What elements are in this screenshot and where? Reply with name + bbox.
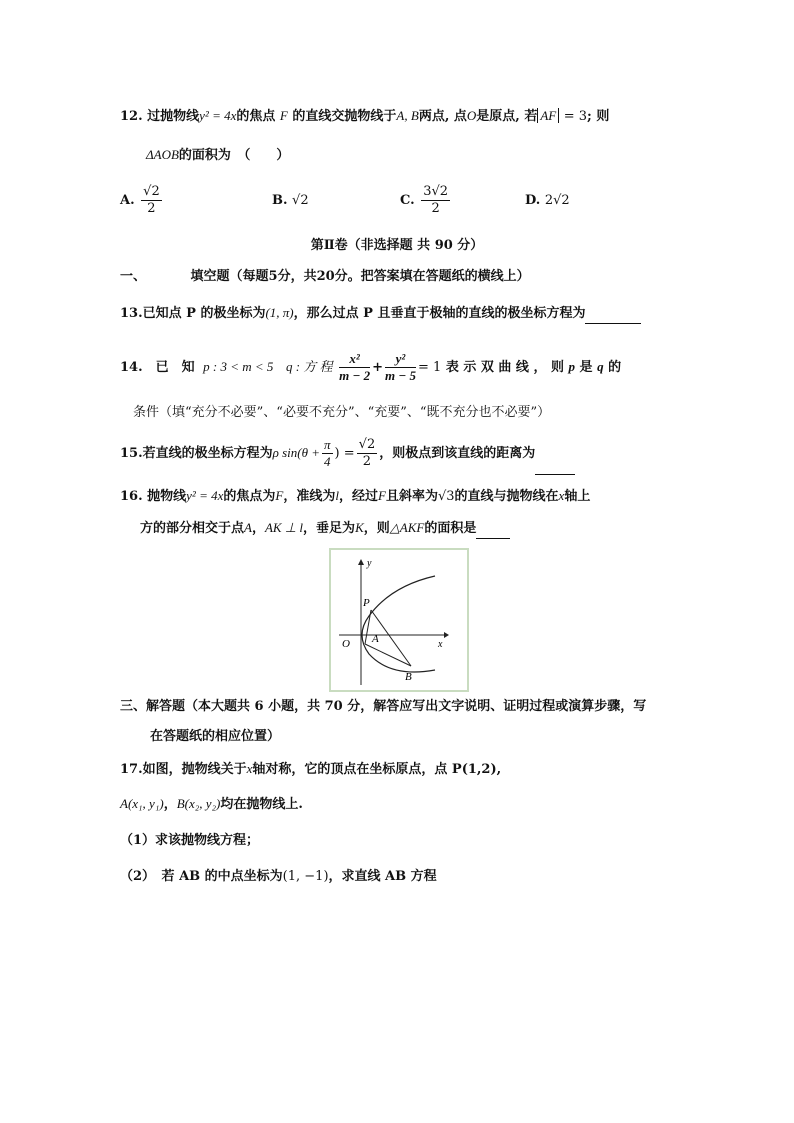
q17-line2 <box>120 795 303 814</box>
q16-parabola-eq: y² = 4x <box>186 488 224 503</box>
q12-option-a <box>120 181 164 221</box>
q16-text-e: 且斜率为 <box>385 489 438 504</box>
q12-parabola-eq: y² = 4x <box>199 108 237 123</box>
q16-text-b: 的焦点为 <box>223 489 276 504</box>
option-c-fraction <box>421 184 450 217</box>
q14-fraction-2 <box>385 351 416 384</box>
section-fill-text: 填空题（每题5分，共20分。把答案填在答题纸的横线上） <box>190 269 530 284</box>
section-fill-number: 一、 <box>120 269 147 284</box>
q16-answer-blank <box>476 520 510 539</box>
q15-close: ) = <box>334 446 355 461</box>
q16-text-a: 16. 抛物线 <box>120 489 187 504</box>
q16-text-c: ，准线为 <box>283 489 336 504</box>
label-x: x <box>438 639 443 650</box>
q15-rhs-den: 2 <box>362 454 372 469</box>
q12-text-a: 12. 过抛物线 <box>120 109 200 124</box>
q17-line1 <box>120 760 501 779</box>
q17-part1: （1）求该抛物线方程； <box>120 833 260 848</box>
q15-pi-over-4 <box>322 437 333 470</box>
y-axis-arrow <box>358 559 364 565</box>
q14-equals-one: = 1 <box>417 360 442 375</box>
q14-q-bold: q <box>597 359 604 374</box>
q12-AF-value: = 3 <box>563 109 588 124</box>
option-c-denominator: 2 <box>431 201 440 216</box>
q16-triangle: △AKF <box>389 520 425 535</box>
q13-polar-coord: (1, π) <box>265 305 294 320</box>
q14-p: p : 3 < m < 5 <box>203 359 274 374</box>
q13-text-b: ，那么过点 P 且垂直于极轴的直线的极坐标方程为 <box>293 306 586 321</box>
q14-p-bold: p <box>568 359 575 374</box>
q12-option-d <box>525 192 570 210</box>
q16-l: l <box>335 488 339 503</box>
q12-text-b: 的焦点 <box>236 109 276 124</box>
q15 <box>120 433 575 473</box>
q14-line1 <box>120 346 621 388</box>
q17-point-A: A(x₁, y₁) <box>120 796 164 811</box>
q14-frac1-num: x² <box>339 351 370 368</box>
q16-text-f: 的直线与抛物线在 <box>454 489 559 504</box>
q16-line1 <box>120 487 590 506</box>
q15-text-a: 15.若直线的极坐标方程为 <box>120 446 273 461</box>
q14-de: 的 <box>608 360 622 375</box>
parabola-diagram <box>331 550 467 690</box>
option-a-numerator: √2 <box>143 184 160 199</box>
q15-rho-sin: ρ sin(θ + <box>272 445 321 460</box>
q16-text-2c: ，垂足为 <box>303 521 356 536</box>
q12-triangle-AOB: ΔAOB <box>146 147 179 162</box>
q14-line2: 条件（填“充分不必要”、“必要不充分”、“充要”、“既不充分也不必要”） <box>133 405 551 420</box>
q16-x: x <box>558 488 565 503</box>
label-A: A <box>372 633 379 645</box>
segment-PA <box>365 610 371 644</box>
q12-points-AB: A, B <box>396 108 419 123</box>
q16-A: A <box>244 520 252 535</box>
q15-answer-blank <box>535 434 575 475</box>
q12-text-c: 的直线交抛物线于 <box>292 109 397 124</box>
label-B: B <box>405 671 412 683</box>
q13 <box>120 304 641 324</box>
section-solve-line2: 在答题纸的相应位置） <box>150 729 281 744</box>
q12-area-text: 的面积为 （ ） <box>178 148 290 163</box>
q12-abs-AF: AF <box>537 108 559 123</box>
option-c-label: C. <box>400 193 415 208</box>
q15-pi: π <box>324 437 331 452</box>
parabola-figure <box>329 548 469 692</box>
q14-plus: + <box>372 360 383 375</box>
q16-text-g: 轴上 <box>564 489 591 504</box>
section2-title: 第Ⅱ卷（非选择题 共 90 分） <box>310 238 484 253</box>
q15-text-b: ，则极点到该直线的距离为 <box>379 446 536 461</box>
q16-text-2d: ，则 <box>363 521 390 536</box>
q14-frac2-den: m − 5 <box>384 368 416 383</box>
q15-four: 4 <box>324 454 331 469</box>
q16-text-2b: ， <box>251 521 265 536</box>
q17-text-on-parabola: 均在抛物线上. <box>220 797 303 812</box>
q14-frac1-den: m − 2 <box>339 368 371 383</box>
label-O: O <box>342 638 350 650</box>
option-c-numerator: 3√2 <box>423 184 449 199</box>
q14-q-label: q : 方 程 <box>285 359 333 374</box>
option-a-fraction <box>141 184 162 217</box>
q13-answer-blank <box>585 305 641 324</box>
q16-AK-perp: AK ⊥ l <box>264 520 304 535</box>
q17-x: x <box>246 761 253 776</box>
q14-fraction-1 <box>339 351 370 384</box>
q14-text-a: 14. 已 知 <box>120 360 195 375</box>
q17-midpoint: (1, −1) <box>282 869 329 884</box>
q17-part2-text-a: （2） 若 AB 的中点坐标为 <box>120 869 283 884</box>
label-P: P <box>363 597 370 609</box>
option-d-value: 2√2 <box>544 193 570 208</box>
q16-line2 <box>140 519 510 539</box>
option-d-label: D. <box>525 193 541 208</box>
q12-text-f: ; 则 <box>587 109 610 124</box>
q12-line2 <box>146 146 289 165</box>
option-b-value: √2 <box>292 193 309 208</box>
q12-option-b <box>272 192 309 210</box>
q16-text-2a: 方的部分相交于点 <box>140 521 245 536</box>
q12-option-c <box>400 181 452 221</box>
q15-rhs-num: √2 <box>358 437 376 452</box>
x-axis-arrow <box>444 632 449 638</box>
label-y: y <box>367 558 372 569</box>
q12-text-e: 是原点, 若 <box>476 109 538 124</box>
parabola-curve <box>362 576 435 672</box>
q16-F: F <box>275 488 284 503</box>
q16-K: K <box>355 520 364 535</box>
q14-text-b: 表 示 双 曲 线 ， 则 <box>445 360 564 375</box>
q12-origin-O: O <box>466 108 477 123</box>
q14-shi: 是 <box>579 360 593 375</box>
q15-rhs-fraction <box>357 437 378 470</box>
q16-F2: F <box>378 488 386 503</box>
option-a-label: A. <box>120 193 135 208</box>
q17-text-b: 轴对称，它的顶点在坐标原点，点 P(1,2), <box>252 762 502 777</box>
q17-sep: ， <box>163 797 177 812</box>
q16-text-2e: 的面积是 <box>424 521 477 536</box>
q12-text-d: 两点, 点 <box>418 109 467 124</box>
q16-text-d: ，经过 <box>338 489 378 504</box>
q14-frac2-num: y² <box>385 351 416 368</box>
q17-text-a: 17.如图，抛物线关于 <box>120 762 247 777</box>
option-a-denominator: 2 <box>147 201 156 216</box>
q17-point-B: B(x₂, y₂) <box>176 796 221 811</box>
section-solve-line1: 三、解答题（本大题共 6 小题，共 70 分，解答应写出文字说明、证明过程或演算步骤，写 <box>120 699 647 714</box>
q17-part2 <box>120 868 437 886</box>
segment-AB <box>365 644 411 666</box>
q12-focus-F: F <box>279 108 288 123</box>
q16-sqrt3: √3 <box>437 489 455 504</box>
q17-part2-text-b: ，求直线 AB 方程 <box>328 869 437 884</box>
section-fill-in <box>120 268 530 286</box>
q12-line1 <box>120 107 609 126</box>
q13-text-a: 13.已知点 P 的极坐标为 <box>120 306 266 321</box>
option-b-label: B. <box>272 193 288 208</box>
